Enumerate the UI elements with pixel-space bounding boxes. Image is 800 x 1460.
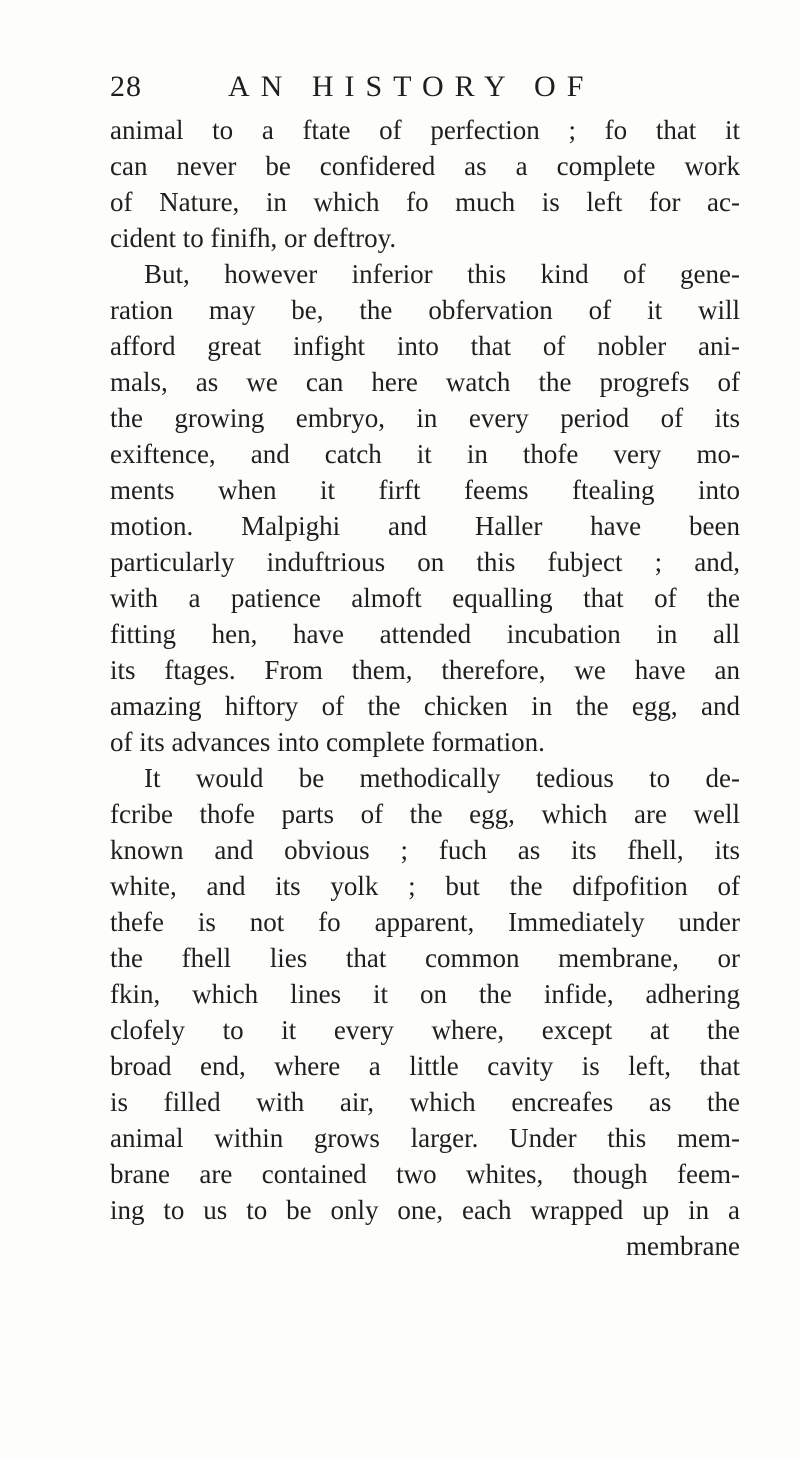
text-line: the growing embryo, in every period of its [110,403,740,433]
text-line: of its advances into complete formation. [110,727,545,757]
text-line: fcribe thofe parts of the egg, which are well [110,799,740,829]
text-line: animal within grows larger. Under this mem- [110,1123,740,1153]
text-line: of Nature, in which fo much is left for ac- [110,187,740,217]
text-line: fkin, which lines it on the infide, adhering [110,979,740,1009]
text-line: with a patience almoft equalling that of the [110,583,740,613]
text-line: its ftages. From them, therefore, we have an [110,655,740,685]
text-line: the fhell lies that common membrane, or [110,943,740,973]
text-line: ration may be, the obfervation of it will [110,295,740,325]
body-text [110,112,740,1264]
text-line: particularly induftrious on this fubject ; and, [110,547,740,577]
page-number: 28 [110,70,142,103]
text-line: ing to us to be only one, each wrapped up in a [110,1195,740,1225]
text-line: white, and its yolk ; but the difpofition of [110,871,740,901]
text-line: brane are contained two whites, though feem- [110,1159,740,1189]
text-line: is filled with air, which encreafes as the [110,1087,740,1117]
text-line: can never be confidered as a complete work [110,151,740,181]
text-line: amazing hiftory of the chicken in the egg, and [110,691,740,721]
text-line: But, however inferior this kind of gene- [144,259,740,289]
running-head [110,62,670,106]
text-line: ments when it firft feems ftealing into [110,475,740,505]
text-line: thefe is not fo apparent, Immediately under [110,907,740,937]
text-line: mals, as we can here watch the progrefs of [110,367,740,397]
text-line: known and obvious ; fuch as its fhell, its [110,835,740,865]
running-title: AN HISTORY OF [228,70,595,103]
text-line: animal to a ftate of perfection ; fo that it [110,115,740,145]
text-line: broad end, where a little cavity is left, that [110,1051,740,1081]
text-line: exiftence, and catch it in thofe very mo- [110,439,740,469]
text-line: motion. Malpighi and Haller have been [110,511,740,541]
text-line: It would be methodically tedious to de- [144,763,740,793]
catchword: membrane [626,1231,740,1261]
text-line: clofely to it every where, except at the [110,1015,740,1045]
text-line: cident to finifh, or deftroy. [110,223,397,253]
text-line: afford great infight into that of nobler ani- [110,331,740,361]
text-line: fitting hen, have attended incubation in all [110,619,740,649]
